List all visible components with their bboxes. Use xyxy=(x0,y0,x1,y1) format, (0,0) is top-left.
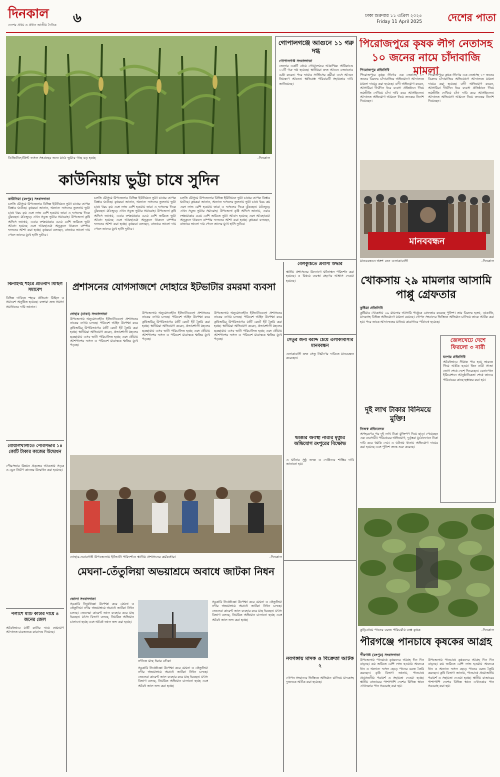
divider xyxy=(284,334,356,335)
gopalganj-body: জেলার একটি গ্রামে গোয়ালঘরে আকস্মিক অগ্নিকাণ্ডে ১১টি গরু দগ্ধ হয়েছে। স্থানীয়রা দ্রুত আগুন নেভানোর চেষ্টা করেন। পরে ফায়ার সার্ভিসের কর্মীরা এসে আগুন নিয়ন্ত্রণে আনেন। ক্ষতিগ্রস্ত পরিবারটি সহায়তার দাবি জানিয়েছে। xyxy=(279,64,353,86)
pirojpur-photo-credit: -দিনকাল xyxy=(481,259,494,263)
newspaper-logo: দিনকাল xyxy=(8,7,49,22)
sidebar-4-body: গোপন সংবাদের ভিত্তিতে অভিযান চালিয়ে মাদকসহ দুজনকে আটক করা হয়েছে। xyxy=(286,676,354,685)
boat-photo xyxy=(138,600,208,658)
corn-body-col1: চলতি মৌসুমে উপজেলার বিভিন্ন ইউনিয়নে ভুট্টা চাষের ব্যাপক বিস্তার ঘটেছে। কৃষকরা জানান, অন্যান্য ফসলের তুলনায় ভুট্টা চাষে খরচ কম এবং লাভ বেশি হওয়ায় তারা এ ফসলের দিকে ঝুঁকছেন। মাঠজুড়ে এখন সবুজ ভুট্টার সমারোহ। উপজেলা কৃষি অফিস জানায়, এবার লক্ষ্যমাত্রার চেয়ে বেশি জমিতে ভুট্টা আবাদ হয়েছে এবং আবহাওয়া অনুকূলে থাকলে বাম্পার ফলনের আশা করা হচ্ছে। কৃষকরা বলছেন, বাজারে ভালো দাম পেলে তাদের মুখে হাসি ফুটবে। xyxy=(8,202,90,237)
betel-photo-caption: কুড়িগ্রামে পানের বরজ পরিচর্যায় ব্যস্ত কৃষক xyxy=(360,628,421,632)
jhenaidah-box xyxy=(440,335,496,503)
meghna-body-col3: সরকারি নিষেধাজ্ঞা উপেক্ষা করে মেঘনা ও তেঁতুলিয়া নদীর অভয়াশ্রমে অবাধে জাটকা নিধন চলছে। জেলেরা কারেন্ট জাল ব্যবহার করে মাছ ধরছেন। মৎস্য বিভাগ বলছে, নিয়মিত অভিযান চালানো হচ্ছে এবং অবৈধ জাল জব্দ করা হচ্ছে। xyxy=(212,600,282,622)
brick-body-col1: উপজেলায় অনুমোদনহীন ইটভাটাগুলো প্রশাসনের নাকের ডগায় চলছে। পরিবেশ আইন উপেক্ষা করে কৃষিজমির উপরিভাগের মাটি কেটে ইট তৈরি করা হচ্ছে। স্থানীয়রা অভিযোগ করেন, প্রভাবশালী মহলের ছত্রছায়ায় এসব ভাটা পরিচালিত হচ্ছে এবং ধোঁয়ায় আশপাশের ফসল ও পরিবেশ মারাত্মক ক্ষতির মুখে পড়ছে। xyxy=(70,317,138,348)
pirojpur-rally-photo xyxy=(360,160,494,258)
ransom-body: অপহরণের পর দুই লাখ টাকা মুক্তিপণ দিয়ে ছাড়া পেয়েছেন এক ব্যবসায়ী। পরিবারের অভিযোগ, দুর্বৃত্তরা মুঠোফোনে টাকা দাবি করে হুমকি দেয়। এ ঘটনায় থানায় অভিযোগ দায়ের করা হয়েছে এবং পুলিশ তদন্ত শুরু করেছে। xyxy=(360,432,438,450)
corn-photo-caption: ডিজিটাল/প্রিন্ট ফসল সংগ্রহের জন্য মাঠে ভুট্টার গাছ বড় হচ্ছে xyxy=(8,156,96,160)
betel-photo xyxy=(358,508,494,626)
meghna-byline: ভোলা সংবাদদাতা xyxy=(70,597,96,601)
betel-photo-credit: -দিনকাল xyxy=(481,628,494,632)
brick-body-col2: উপজেলায় অনুমোদনহীন ইটভাটাগুলো প্রশাসনের নাকের ডগায় চলছে। পরিবেশ আইন উপেক্ষা করে কৃষিজমির উপরিভাগের মাটি কেটে ইট তৈরি করা হচ্ছে। স্থানীয়রা অভিযোগ করেন, প্রভাবশালী মহলের ছত্রছায়ায় এসব ভাটা পরিচালিত হচ্ছে এবং ধোঁয়ায় আশপাশের ফসল ও পরিবেশ মারাত্মক ক্ষতির মুখে পড়ছে। xyxy=(142,311,210,342)
masthead-rule xyxy=(6,32,494,33)
column-rule xyxy=(66,282,67,772)
column-rule xyxy=(283,262,284,772)
corn-photo-credit: -দিনকাল xyxy=(257,156,270,160)
jhenaidah-byline: যশোর প্রতিনিধি xyxy=(443,355,466,359)
column-rule xyxy=(356,36,357,772)
left-story-1-body: বিভিন্ন দাবিতে শহরে প্রতিবাদ মিছিল ও সমাবেশ অনুষ্ঠিত হয়েছে। বক্তারা দ্রুত সমস্যা সমাধানের দাবি জানান। xyxy=(6,296,64,309)
pirojpur-byline: পিরোজপুর প্রতিনিধি xyxy=(360,68,390,72)
left-story-2-body: পৌরসভার উন্নয়ন প্রকল্পের আওতায় সড়ক ও ড্রেন নির্মাণ কাজের উদ্বোধন করা হয়েছে। xyxy=(6,464,64,473)
officials-image xyxy=(70,455,282,553)
sidebar-4-headline: নবগঙ্গায় মাদক ও বিক্রেতা আটক ২ xyxy=(286,656,354,669)
betel-byline: পীরগঞ্জ (রংপুর) সংবাদদাতা xyxy=(360,653,401,657)
left-story-3-headline: পলাশে মাটি কাটার দায়ে ৪ জনের জেল xyxy=(11,612,59,623)
page-number: ৬ xyxy=(73,11,82,26)
divider xyxy=(6,608,64,609)
sidebar-3-body: এ ঘটনার সুষ্ঠু তদন্ত ও দোষীদের শাস্তির দাবি জানানো হয়। xyxy=(286,458,354,467)
ransom-headline: দুই লাখ টাকার বিনিময়ে মুক্তি! xyxy=(365,406,431,423)
date-english: Friday 11 April 2025 xyxy=(376,20,422,25)
corn-field-image xyxy=(6,36,272,154)
brick-byline: দোহার (ঢাকা) সংবাদদাতা xyxy=(70,312,108,316)
brick-photo-caption: দোহার-নবাবগঞ্জ উপজেলায় ইটভাটা পরিদর্শনে স্থানীয় প্রশাসনের কর্মকর্তারা xyxy=(70,555,176,559)
divider xyxy=(6,440,64,441)
meghna-body-col2: সরকারি নিষেধাজ্ঞা উপেক্ষা করে মেঘনা ও তেঁতুলিয়া নদীর অভয়াশ্রমে অবাধে জাটকা নিধন চলছে। জেলেরা কারেন্ট জাল ব্যবহার করে মাছ ধরছেন। মৎস্য বিভাগ বলছে, নিয়মিত অভিযান চালানো হচ্ছে এবং অবৈধ জাল জব্দ করা হচ্ছে। xyxy=(138,666,208,688)
brick-kiln-photo xyxy=(70,455,282,553)
sidebar-2-body: এলাকাবাসী দ্রুত সেতু নির্মাণের দাবিতে মানববন্ধন করেছেন। xyxy=(286,352,354,361)
brick-headline: প্রশাসনের যোগসাজশে দোহারে ইটভাটার রমরমা ব্যবসা xyxy=(72,282,276,293)
divider xyxy=(284,560,356,561)
jhenaidah-body: অবৈধভাবে সীমান্ত পার হয়ে ভারতে গিয়ে আটক হওয়া তিন নারী সাজা ভোগ শেষে দেশে ফিরেছেন। বেনাপোল ইমিগ্রেশনে আনুষ্ঠানিকতা শেষে তাদের পরিবারের কাছে হস্তান্তর করা হয়। xyxy=(443,360,493,382)
gopalganj-byline: গোপালগঞ্জ সংবাদদাতা xyxy=(279,59,313,63)
gopalganj-box xyxy=(275,36,357,260)
khoksa-headline: খোকসায় ২৯ মামলার আসামি পাপ্পু গ্রেফতার xyxy=(360,274,492,301)
corn-field-photo xyxy=(6,36,272,154)
section-title: দেশের পাতা xyxy=(447,13,496,24)
brick-body-col3: উপজেলায় অনুমোদনহীন ইটভাটাগুলো প্রশাসনের নাকের ডগায় চলছে। পরিবেশ আইন উপেক্ষা করে কৃষিজমির উপরিভাগের মাটি কেটে ইট তৈরি করা হচ্ছে। স্থানীয়রা অভিযোগ করেন, প্রভাবশালী মহলের ছত্রছায়ায় এসব ভাটা পরিচালিত হচ্ছে এবং ধোঁয়ায় আশপাশের ফসল ও পরিবেশ মারাত্মক ক্ষতির মুখে পড়ছে। xyxy=(214,311,282,342)
pirojpur-photo-caption: মানববন্ধনে অংশ নেন এলাকাবাসী xyxy=(360,259,409,263)
betel-headline: পীরগঞ্জে পানচাষে কৃষকের আগ্রহ xyxy=(360,637,492,648)
gopalganj-headline: গোপালগঞ্জে আগুনে ১১ গরু দগ্ধ xyxy=(278,39,354,55)
jhenaidah-headline: জেলখেটে দেশে ফিরলো ৩ নারী xyxy=(450,338,486,351)
left-story-1-headline: ঝিনাইদহ শহরে প্রতিবাদ মিছিল সমাবেশ xyxy=(7,282,63,293)
corn-body-col3: চলতি মৌসুমে উপজেলার বিভিন্ন ইউনিয়নে ভুট্টা চাষের ব্যাপক বিস্তার ঘটেছে। কৃষকরা জানান, অন্যান্য ফসলের তুলনায় ভুট্টা চাষে খরচ কম এবং লাভ বেশি হওয়ায় তারা এ ফসলের দিকে ঝুঁকছেন। মাঠজুড়ে এখন সবুজ ভুট্টার সমারোহ। উপজেলা কৃষি অফিস জানায়, এবার লক্ষ্যমাত্রার চেয়ে বেশি জমিতে ভুট্টা আবাদ হয়েছে এবং আবহাওয়া অনুকূলে থাকলে বাম্পার ফলনের আশা করা হচ্ছে। কৃষকরা বলছেন, বাজারে ভালো দাম পেলে তাদের মুখে হাসি ফুটবে। xyxy=(180,196,270,227)
ransom-byline: নিজস্ব প্রতিবেদক xyxy=(360,427,385,431)
meghna-body-col1: সরকারি নিষেধাজ্ঞা উপেক্ষা করে মেঘনা ও তেঁতুলিয়া নদীর অভয়াশ্রমে অবাধে জাটকা নিধন চলছে। জেলেরা কারেন্ট জাল ব্যবহার করে মাছ ধরছেন। মৎস্য বিভাগ বলছে, নিয়মিত অভিযান চালানো হচ্ছে এবং অবৈধ জাল জব্দ করা হচ্ছে। xyxy=(70,602,134,624)
fishing-boat-image xyxy=(138,600,208,658)
betel-body-col2: উপজেলায় পানচাষে কৃষকদের আগ্রহ দিন দিন বাড়ছে। কম জমিতে বেশি লাভ হওয়ায় অনেকে ধান ও অন্যান্য ফসল ছেড়ে পানের বরজ তৈরি করছেন। কৃষি বিভাগ জানায়, পানচাষে প্রয়োজনীয় পরামর্শ ও সহায়তা দেওয়া হচ্ছে। স্থানীয় বাজারের পাশাপাশি দেশের বিভিন্ন স্থানে এখানকার পান সরবরাহ করা হয়। xyxy=(428,658,494,689)
betel-leaf-image xyxy=(358,508,494,626)
masthead xyxy=(0,0,500,34)
betel-body-col1: উপজেলায় পানচাষে কৃষকদের আগ্রহ দিন দিন বাড়ছে। কম জমিতে বেশি লাভ হওয়ায় অনেকে ধান ও অন্যান্য ফসল ছেড়ে পানের বরজ তৈরি করছেন। কৃষি বিভাগ জানায়, পানচাষে প্রয়োজনীয় পরামর্শ ও সহায়তা দেওয়া হচ্ছে। স্থানীয় বাজারের পাশাপাশি দেশের বিভিন্ন স্থানে এখানকার পান সরবরাহ করা হয়। xyxy=(360,658,424,689)
brick-photo-credit: -দিনকাল xyxy=(269,555,282,559)
pirojpur-body-col1: পিরোজপুরে কৃষক লীগের এক নেতাসহ ১০ জনের বিরুদ্ধে চাঁদাবাজির অভিযোগে আদালতে মামলা দায়ের করা হয়েছে। বাদী অভিযোগ করেন, আসামিরা দীর্ঘদিন ধরে ব্যবসা প্রতিষ্ঠানে গিয়ে ভয়ভীতি দেখিয়ে চাঁদা দাবি করে আসছিলেন। আদালত অভিযোগ আমলে নিয়ে তদন্তের নির্দেশ দিয়েছেন। xyxy=(360,73,424,104)
meghna-headline: মেঘনা-তেঁতুলিয়া অভয়াশ্রমে অবাধে জাটকা নিধন xyxy=(77,567,275,578)
rally-banner-text: মানববন্ধন xyxy=(409,237,445,247)
pirojpur-body-col2: পিরোজপুরে কৃষক লীগের এক নেতাসহ ১০ জনের বিরুদ্ধে চাঁদাবাজির অভিযোগে আদালতে মামলা দায়ের করা হয়েছে। বাদী অভিযোগ করেন, আসামিরা দীর্ঘদিন ধরে ব্যবসা প্রতিষ্ঠানে গিয়ে ভয়ভীতি দেখিয়ে চাঁদা দাবি করে আসছিলেন। আদালত অভিযোগ আমলে নিয়ে তদন্তের নির্দেশ দিয়েছেন। xyxy=(428,73,494,104)
sidebar-1-headline: বেলকুচিতে প্রবাসী উদ্ধার xyxy=(297,262,343,267)
sidebar-2-headline: সেতুর জন্য বরাদ্দ চেয়ে এলাকাবাসীর মানববন্ধন xyxy=(286,338,354,349)
date-bangla: ঢাকা শুক্রবার ১১ এপ্রিল ২০২৫ xyxy=(365,14,422,19)
newspaper-tagline: দেশের প্রথম ও প্রধান জাতীয় দৈনিক xyxy=(8,23,57,27)
sidebar-1-body: স্থানীয় প্রশাসনের উদ্যোগে ঘটনাস্থল পরিদর্শন করা হয়েছে। এ বিষয়ে ব্যবস্থা গ্রহণের আশ্বাস দেওয়া হয়েছে। xyxy=(286,270,354,283)
left-story-3-body: অবৈধভাবে মাটি কাটার দায়ে ভ্রাম্যমাণ আদালত চারজনকে কারাদণ্ড দিয়েছে। xyxy=(6,626,64,635)
boat-photo-caption: নদীতে মাছ ধরার নৌকা xyxy=(138,659,172,663)
khoksa-byline: কুষ্টিয়া প্রতিনিধি xyxy=(360,306,383,310)
corn-headline: কাউনিয়ায় ভুট্টা চাষে সুদিন xyxy=(58,171,220,189)
pirojpur-headline: পিরোজপুরে কৃষক লীগ নেতাসহ ১০ জনের নামে চাঁদাবাজি মামলা xyxy=(359,38,493,77)
corn-body-col2: চলতি মৌসুমে উপজেলার বিভিন্ন ইউনিয়নে ভুট্টা চাষের ব্যাপক বিস্তার ঘটেছে। কৃষকরা জানান, অন্যান্য ফসলের তুলনায় ভুট্টা চাষে খরচ কম এবং লাভ বেশি হওয়ায় তারা এ ফসলের দিকে ঝুঁকছেন। মাঠজুড়ে এখন সবুজ ভুট্টার সমারোহ। উপজেলা কৃষি অফিস জানায়, এবার লক্ষ্যমাত্রার চেয়ে বেশি জমিতে ভুট্টা আবাদ হয়েছে এবং আবহাওয়া অনুকূলে থাকলে বাম্পার ফলনের আশা করা হচ্ছে। কৃষকরা বলছেন, বাজারে ভালো দাম পেলে তাদের মুখে হাসি ফুটবে। xyxy=(94,196,176,231)
khoksa-body: কুষ্টিয়ার খোকসায় ২৯ মামলার আসামি পাপ্পুকে গ্রেফতার করেছে পুলিশ। তার বিরুদ্ধে হত্যা, ডাকাতি, মাদকসহ বিভিন্ন অভিযোগে মামলা রয়েছে। গোপন সংবাদের ভিত্তিতে অভিযান চালিয়ে তাকে আটক করা হয়। পরে তাকে আদালতের মাধ্যমে কারাগারে পাঠানো হয়েছে। xyxy=(360,311,494,324)
corn-byline: কাউনিয়া (রংপুর) সংবাদদাতা xyxy=(8,197,50,201)
left-story-2-headline: বোয়ালখালীতে পৌরসভার ১৪ কোটি টাকার কাজের উদ্বোধন xyxy=(7,444,63,455)
sidebar-3-headline: ভাঙার অবস্থা নারীর মৃত্যুর অভিযোগ রংপুরের বিক্ষোভ xyxy=(294,436,346,447)
divider xyxy=(6,193,272,194)
